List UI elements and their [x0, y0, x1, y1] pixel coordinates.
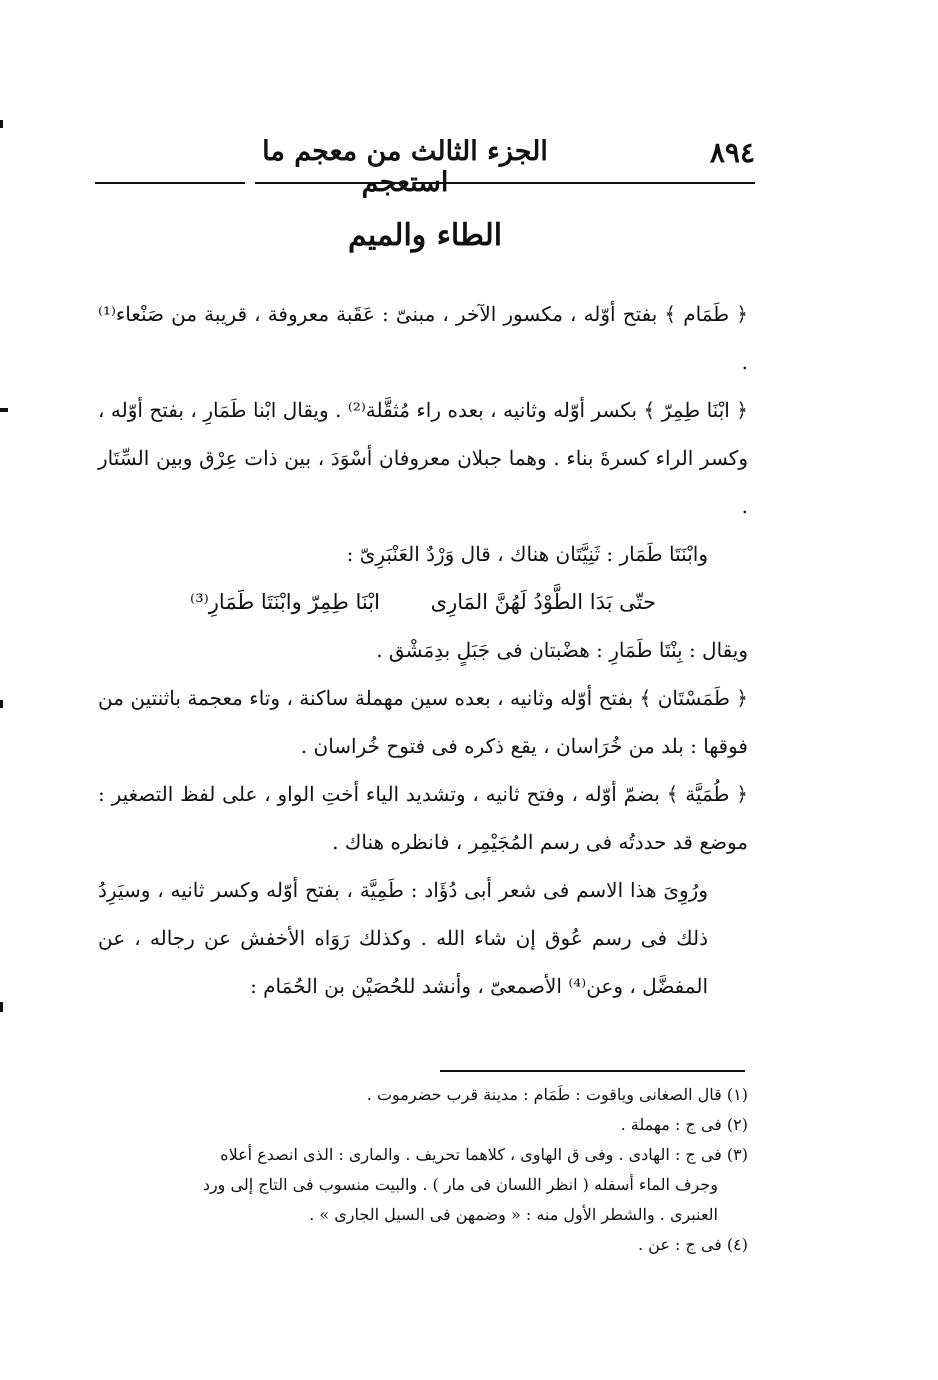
entry-tumayya: ﴿ طُمَيَّة ﴾ بضمّ أوّله ، وفتح ثانيه ، وتشديد الياء أختِ الواو ، على لفظ التصغير : موضع قد حددتُه فى رسم المُجَيْمِر ، فانظره هناك .	[98, 782, 748, 854]
footnote-3: (٣) فى ج : الهادى . وفى ق الهاوى ، كلاهما تحريف . والمارى : الذى انصدع أعلاه	[220, 1145, 748, 1164]
entry-tamastan: ﴿ طَمَسْتَان ﴾ بفتح أوّله وثانيه ، بعده سين مهملة ساكنة ، وتاء معجمة باثنتين من فوقها : بلد من خُرَاسان ، يقع ذكره فى فتوح خُراسان .	[98, 686, 748, 758]
verse-hemistich-first: حتّى بَدَا الطَّوْدُ لَهُنَّ المَارِى	[430, 590, 656, 614]
main-text	[98, 290, 748, 1010]
verse-hemistich-second: ابْنَا طِمِرّ وابْنَتَا طَمَارِ⁽³⁾	[190, 590, 380, 614]
page-number: ٨٩٤	[709, 136, 755, 169]
paragraph: ويقال : بِنْتَا طَمَارِ : هضْبتان فى جَبَلٍ بدِمَشْق .	[376, 638, 748, 662]
entry-tamam: ﴿ طَمَام ﴾ بفتح أوّله ، مكسور الآخر ، مبنىّ : عَقَبة معروفة ، قريبة من صَنْعاء⁽¹⁾ .	[98, 302, 748, 374]
header-rule	[255, 182, 405, 184]
footnote-4: (٤) فى ج : عن .	[637, 1235, 748, 1254]
header-rule	[413, 182, 755, 184]
footnote-rule	[440, 1070, 745, 1072]
page-header	[95, 128, 755, 198]
scan-margin-mark	[0, 408, 8, 412]
footnote-2: (٢) فى ج : مهملة .	[620, 1115, 748, 1134]
poem-verse	[98, 578, 748, 626]
paragraph: وابْنَتَا طَمَار : ثَنِيَّتَان هناك ، قال وَرْدٌ العَنْبَرِىّ :	[346, 542, 708, 566]
scan-margin-mark	[0, 120, 3, 128]
scan-margin-mark	[0, 1002, 3, 1012]
paragraph: ورُوِىَ هذا الاسم فى شعر أبى دُؤَاد : طَمِيَّة ، بفتح أوّله وكسر ثانيه ، وسيَرِدُ ذلك فى رسم عُوق إن شاء الله . وكذلك رَوَاه الأخفش عن رجاله ، عن المفضَّل ، وعن⁽⁴⁾ الأصمعىّ ، وأنشد للحُصَيْن بن الحُمَام :	[98, 878, 708, 998]
entry-ibna-timirr: ﴿ ابْنَا طِمِرّ ﴾ بكسر أوّله وثانيه ، بعده راء مُثقَّلة⁽²⁾ . ويقال ابْنا طَمَارِ ، بفتح أوّله ، وكسر الراء كسرةَ بناء . وهما جبلان معروفان أسْوَدَ ، بين ذات عِرْق وبين السِّتَار .	[98, 398, 748, 518]
scan-margin-mark	[0, 700, 3, 708]
footnote-3-continued: العنبرى . والشطر الأول منه : « وضمهن فى السيل الجارى » .	[309, 1205, 718, 1224]
running-title: الجزء الثالث من معجم ما استعجم	[262, 136, 548, 198]
footnotes	[98, 1080, 748, 1260]
header-rule	[95, 182, 245, 184]
footnote-3-continued: وجرف الماء أسفله ( انظر اللسان فى مار ) . والبيت منسوب فى التاج إلى ورد	[202, 1175, 718, 1194]
footnote-1: (١) قال الصغانى وياقوت : طَمَام : مدينة قرب حضرموت .	[366, 1085, 748, 1104]
section-title: الطاء والميم	[347, 218, 503, 253]
